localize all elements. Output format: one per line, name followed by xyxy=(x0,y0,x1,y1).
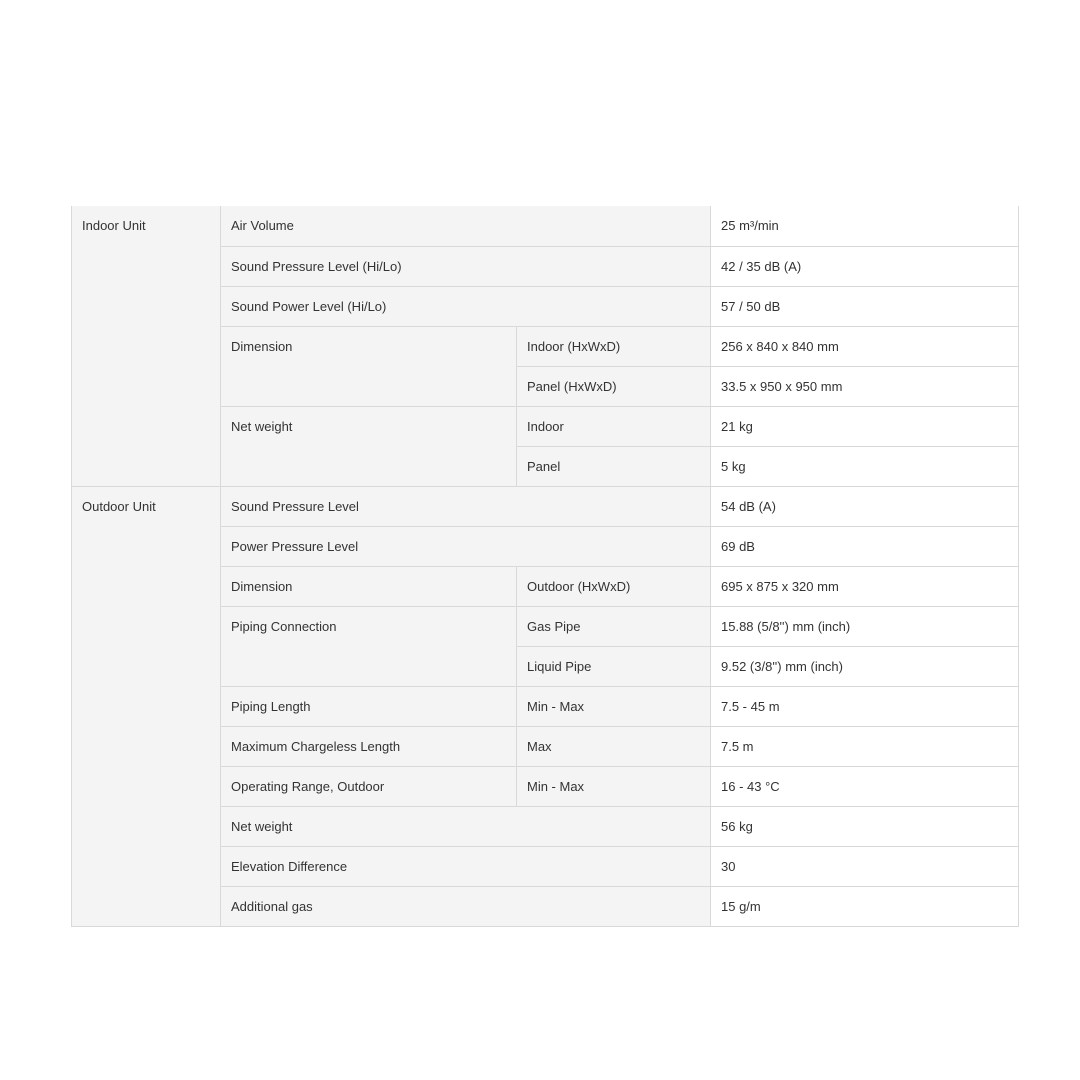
row-label-operating-range: Operating Range, Outdoor xyxy=(221,766,517,806)
row-label-sound-pressure-level: Sound Pressure Level xyxy=(221,486,711,526)
row-value-outdoor-dimension: 695 x 875 x 320 mm xyxy=(711,566,1019,606)
row-label-air-volume: Air Volume xyxy=(221,206,711,246)
sub-label-liquid-pipe: Liquid Pipe xyxy=(517,646,711,686)
table-row xyxy=(72,206,1019,246)
row-value-panel-dimension: 33.5 x 950 x 950 mm xyxy=(711,366,1019,406)
row-label-net-weight: Net weight xyxy=(221,406,517,486)
row-label-additional-gas: Additional gas xyxy=(221,886,711,926)
row-value-elevation-difference: 30 xyxy=(711,846,1019,886)
row-value-indoor-weight: 21 kg xyxy=(711,406,1019,446)
sub-label-min-max: Min - Max xyxy=(517,686,711,726)
sub-label-outdoor-hxwxd: Outdoor (HxWxD) xyxy=(517,566,711,606)
row-value-operating-range: 16 - 43 °C xyxy=(711,766,1019,806)
row-value-liquid-pipe: 9.52 (3/8'') mm (inch) xyxy=(711,646,1019,686)
row-value-sound-power-level: 57 / 50 dB xyxy=(711,286,1019,326)
section-label-indoor-unit: Indoor Unit xyxy=(72,206,221,486)
row-label-sound-power-level: Sound Power Level (Hi/Lo) xyxy=(221,286,711,326)
row-label-power-pressure-level: Power Pressure Level xyxy=(221,526,711,566)
row-value-air-volume: 25 m³/min xyxy=(711,206,1019,246)
row-label-piping-length: Piping Length xyxy=(221,686,517,726)
row-value-additional-gas: 15 g/m xyxy=(711,886,1019,926)
row-label-elevation-difference: Elevation Difference xyxy=(221,846,711,886)
sub-label-panel: Panel xyxy=(517,446,711,486)
row-value-maximum-chargeless-length: 7.5 m xyxy=(711,726,1019,766)
spec-table xyxy=(71,206,1019,927)
row-label-dimension: Dimension xyxy=(221,566,517,606)
sub-label-indoor: Indoor xyxy=(517,406,711,446)
row-label-dimension: Dimension xyxy=(221,326,517,406)
row-value-power-pressure-level: 69 dB xyxy=(711,526,1019,566)
sub-label-indoor-hxwxd: Indoor (HxWxD) xyxy=(517,326,711,366)
row-value-gas-pipe: 15.88 (5/8'') mm (inch) xyxy=(711,606,1019,646)
sub-label-max: Max xyxy=(517,726,711,766)
table-row xyxy=(72,486,1019,526)
row-label-net-weight: Net weight xyxy=(221,806,711,846)
row-value-panel-weight: 5 kg xyxy=(711,446,1019,486)
row-label-sound-pressure-level: Sound Pressure Level (Hi/Lo) xyxy=(221,246,711,286)
sub-label-gas-pipe: Gas Pipe xyxy=(517,606,711,646)
row-value-indoor-dimension: 256 x 840 x 840 mm xyxy=(711,326,1019,366)
row-value-sound-pressure-level: 42 / 35 dB (A) xyxy=(711,246,1019,286)
sub-label-panel-hxwxd: Panel (HxWxD) xyxy=(517,366,711,406)
row-value-sound-pressure-level: 54 dB (A) xyxy=(711,486,1019,526)
spec-table-container xyxy=(71,206,1018,927)
row-label-maximum-chargeless-length: Maximum Chargeless Length xyxy=(221,726,517,766)
section-label-outdoor-unit: Outdoor Unit xyxy=(72,486,221,926)
row-value-piping-length: 7.5 - 45 m xyxy=(711,686,1019,726)
row-value-net-weight: 56 kg xyxy=(711,806,1019,846)
row-label-piping-connection: Piping Connection xyxy=(221,606,517,686)
sub-label-min-max: Min - Max xyxy=(517,766,711,806)
